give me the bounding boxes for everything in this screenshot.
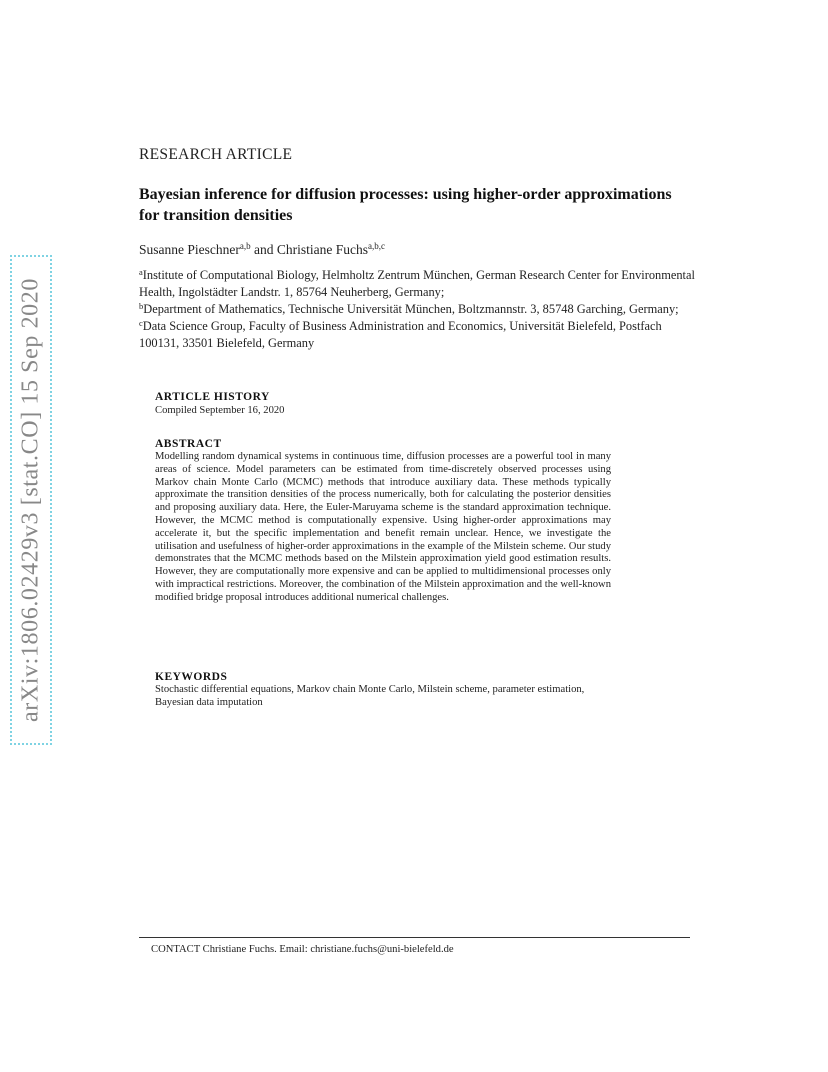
author-name: Susanne Pieschner	[139, 242, 240, 257]
affiliation-label: a	[139, 267, 143, 277]
article-history-section	[155, 390, 611, 418]
keywords-text: Stochastic differential equations, Markov chain Monte Carlo, Milstein scheme, parameter estimation, Bayesian data imputation	[155, 684, 585, 708]
affiliation-text: Institute of Computational Biology, Helmholtz Zentrum München, German Research Center for Environmental Health, Ingolstädter Landstr. 1, 85764 Neuherberg, Germany;	[139, 268, 695, 299]
contact-footnote: CONTACT Christiane Fuchs. Email: christiane.fuchs@uni-bielefeld.de	[151, 944, 454, 955]
affiliation-text: Department of Mathematics, Technische Universität München, Boltzmannstr. 3, 85748 Garching, Germany;	[143, 302, 679, 316]
affiliation-label: b	[139, 301, 144, 311]
author-list	[139, 242, 385, 258]
author-affiliation-marks: a,b,c	[367, 241, 385, 251]
abstract-text: Modelling random dynamical systems in continuous time, diffusion processes are a powerful tool in many areas of science. Model parameters can be estimated from time-discretely observed processes using Markov chain Monte Carlo (MCMC) methods that introduce auxiliary data. These methods typically approximate the transition densities of the process numerically, both for calculating the posterior densities and proposing auxiliary data. Here, the Euler-Maruyama scheme is the standard approximation technique. However, the MCMC method is computationally expensive. Using higher-order approximations may accelerate it, but the specific implementation and benefit remain unclear. Hence, we investigate the utilisation and usefulness of higher-order approximations in the example of the Milstein scheme. Our study demonstrates that the MCMC methods based on the Milstein approximation yield good estimation results. However, they are computationally more expensive and can be applied to multidimensional processes only with impractical restrictions. Moreover, the combination of the Milstein approximation and the well-known modified bridge proposal introduces additional numerical challenges.	[155, 451, 611, 603]
affiliation	[139, 318, 699, 352]
arxiv-stamp	[10, 255, 52, 745]
author-affiliation-marks: a,b	[239, 241, 251, 251]
arxiv-identifier: arXiv:1806.02429v3 [stat.CO] 15 Sep 2020	[17, 278, 44, 722]
affiliation-text: Data Science Group, Faculty of Business Administration and Economics, Universität Bielefeld, Postfach 100131, 33501 Bielefeld, Germany	[139, 319, 662, 350]
article-history-text: Compiled September 16, 2020	[155, 405, 285, 416]
author-name: Christiane Fuchs	[276, 242, 368, 257]
author-separator: and	[250, 242, 277, 257]
footnote-rule	[139, 937, 690, 938]
affiliation-label: c	[139, 318, 143, 328]
abstract-section	[155, 437, 611, 605]
abstract-heading: ABSTRACT	[155, 438, 222, 450]
article-history-heading: ARTICLE HISTORY	[155, 391, 270, 403]
keywords-section	[155, 670, 611, 710]
paper-title: Bayesian inference for diffusion processes: using higher-order approximations for transition densities	[139, 186, 672, 224]
article-type: RESEARCH ARTICLE	[139, 146, 293, 163]
affiliation	[139, 267, 699, 301]
affiliation	[139, 301, 699, 318]
keywords-heading: KEYWORDS	[155, 671, 228, 683]
affiliations	[139, 267, 699, 352]
